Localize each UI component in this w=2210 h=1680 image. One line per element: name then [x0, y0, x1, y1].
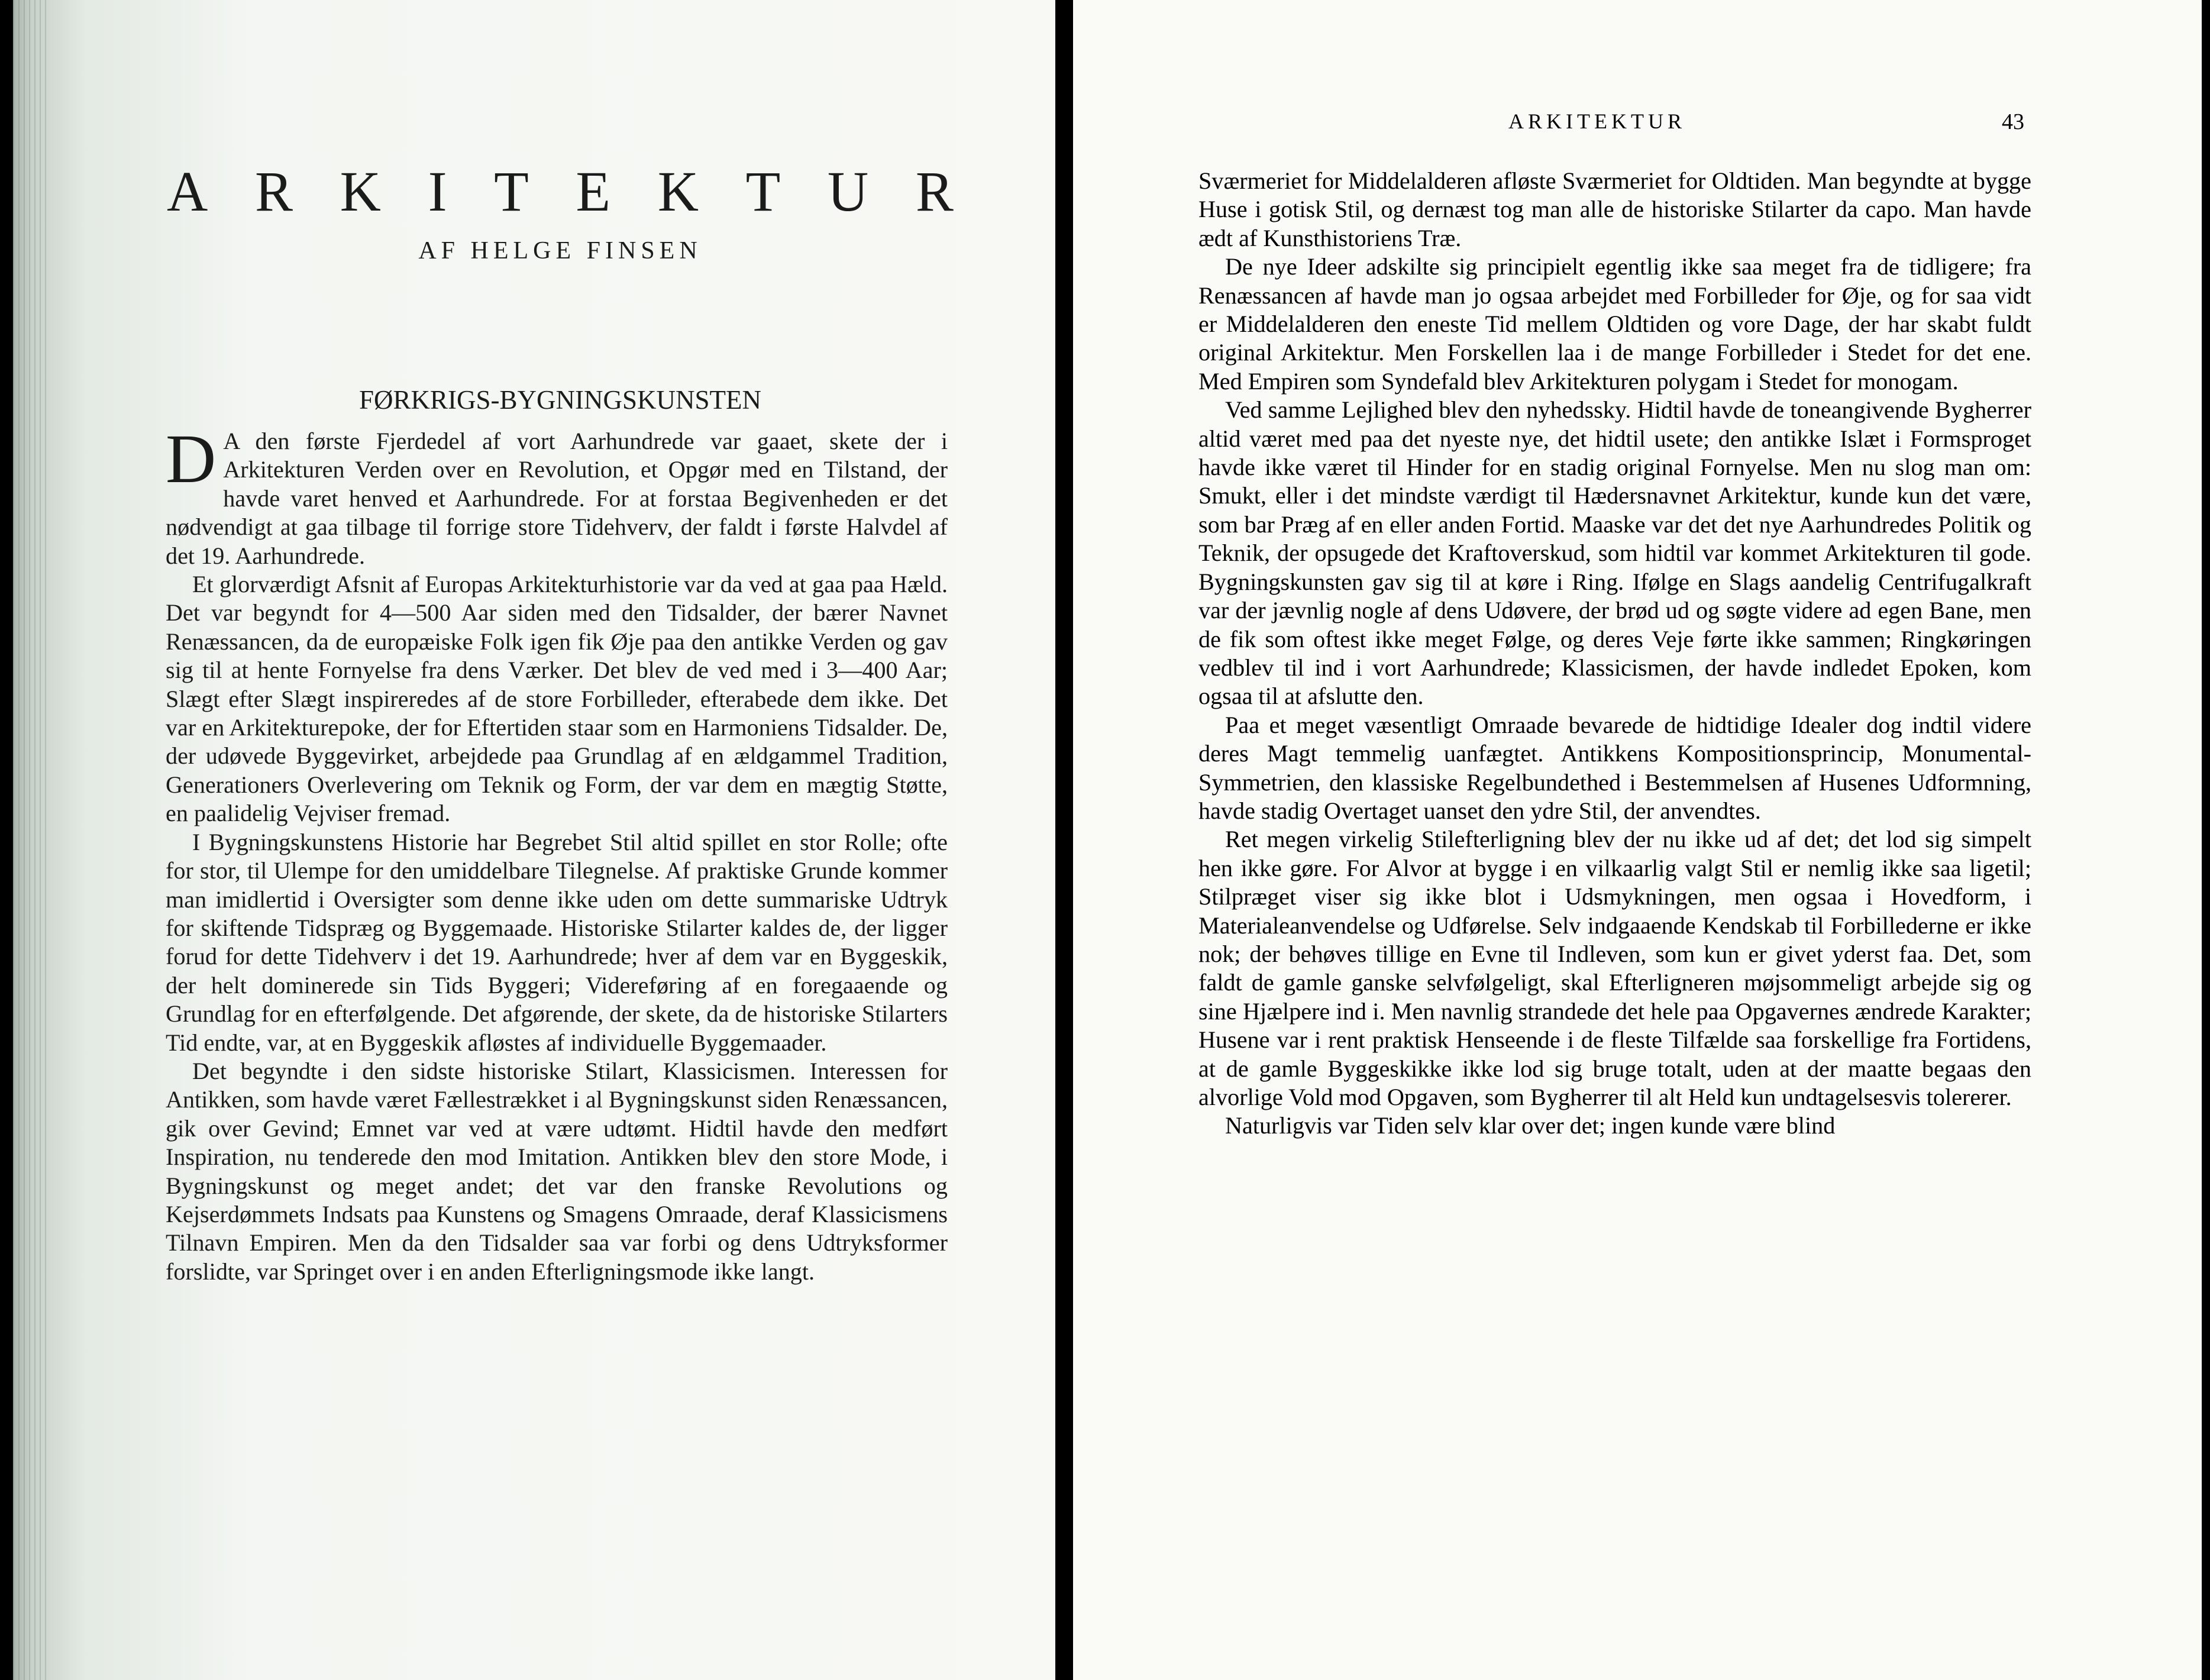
paragraph	[166, 420, 948, 570]
running-head: ARKITEKTUR	[1508, 109, 1686, 133]
paragraph-text: A den første Fjerdedel af vort Aarhundrede var gaaet, skete der i Arkitekturen Verden over en Revolution, et Opgør med en Tilstand, der havde varet henved et Aarhundrede. For at forstaa Begivenheden er det nødvendigt at gaa tilbage til forrige store Tidehverv, der faldt i første Halvdel af det 19. Aarhundrede.	[166, 428, 948, 569]
left-page	[13, 0, 1055, 1680]
title-letter: K	[657, 160, 699, 223]
paragraph: Et glorværdigt Afsnit af Europas Arkitekturhistorie var da ved at gaa paa Hæld. Det var begyndt for 4—500 Aar siden med den Tidsalder, der bærer Navnet Renæssancen, da de europæiske Folk igen fik Øje paa den antikke Verden og gav sig til at hente Fornyelse fra dens Værker. Det blev de ved med i 3—400 Aar; Slægt efter Slægt inspireredes af de store Forbilleder, efterabede dem ikke. Det var en Arkitekturepoke, der for Eftertiden staar som en Harmoniens Tidsalder. De, der udøvede Byggevirket, arbejdede paa Grundlag af en ældgammel Tradition, Generationers Overlevering om Teknik og Form, der var dem en mægtig Støtte, en paalidelig Vejviser fremad.	[166, 571, 948, 827]
title-letter: T	[494, 160, 529, 223]
title-letter: R	[254, 160, 293, 223]
title-letter: T	[745, 160, 781, 223]
page-edge-lines	[13, 0, 49, 1680]
paragraph: I Bygningskunstens Historie har Begrebet Stil altid spillet en stor Rolle; ofte for stor, til Ulempe for den umiddelbare Tilegnelse. Af praktiske Grunde kommer man imidlertid i Oversigter som denne ikke uden om dette summariske Udtryk for skiftende Tidspræg og Byggemaade. Historiske Stilarter kaldes de, der ligger forud for dette Tidehverv i det 19. Aarhundrede; hver af dem var en Byggeskik, der helt dominerede sin Tids Byggeri; Videreføring af en foregaaende og Grundlag for en efterfølgende. Det afgørende, der skete, da de historiske Stilarters Tid endte, var, at en Byggeskik afløstes af individuelle Byggemaader.	[166, 828, 948, 1056]
title-letter: A	[167, 160, 208, 223]
chapter-title	[167, 159, 954, 224]
page-number: 43	[2002, 109, 2024, 134]
title-letter: I	[428, 160, 447, 223]
paragraph: Ret megen virkelig Stilefterligning blev der nu ikke ud af det; det lod sig simpelt hen ikke gøre. For Alvor at bygge i en vilkaarlig valgt Stil er nemlig ikke saa ligetil; Stilpræget viser sig ikke blot i Udsmykningen, men ogsaa i Hovedform, i Materialeanvendelse og Udførelse. Selv indgaaende Kendskab til Forbillederne er ikke nok; der behøves tillige en Evne til Indleven, som kun er givet yderst faa. Det, som faldt de gamle ganske selvfølgeligt, skal Efterligneren møjsommeligt arbejde sig og sine Hjælpere ind i. Men navnlig strandede det hele paa Opgavernes ændrede Karakter; Husene var i rent praktisk Henseende i de fleste Tilfælde saa forskellige fra Fortidens, at de gamle Byggeskikke ikke lod sig bruge totalt, uden at der maatte begaas den alvorlige Vold mod Opgaven, som Bygherrer til alt Held kun undtagelsesvis tolererer.	[1198, 826, 2031, 1110]
paragraph: Ved samme Lejlighed blev den nyhedssky. Hidtil havde de toneangivende Bygherrer altid været med paa det nyeste nye, det hidtil usete; den antikke Islæt i Formsproget havde ikke været til Hinder for en stadig original Fornyelse. Men nu slog man om: Smukt, eller i det mindste værdigt til Hædersnavnet Arkitektur, kunde kun det være, som bar Præg af en eller anden Fortid. Maaske var det det nye Aarhundredes Politik og Teknik, der opsugede det Kraftoverskud, som hidtil var kommet Arkitekturen til gode. Bygningskunsten gav sig til at køre i Ring. Ifølge en Slags aandelig Centrifugalkraft var der jævnlig nogle af dens Udøvere, der brød ud og søgte videre ad egen Bane, men de fik som oftest ikke meget Følge, og deres Veje førte ikke sammen; Ringkøringen vedblev til ind i vort Aarhundrede; Klassicismen, der havde indledet Epoken, kom ogsaa til at afslutte den.	[1198, 396, 2031, 710]
author-line: AF HELGE FINSEN	[418, 237, 702, 264]
drop-cap: D	[166, 420, 217, 497]
title-letter: U	[827, 160, 869, 223]
title-letter: K	[340, 160, 381, 223]
section-heading: FØRKRIGS-BYGNINGSKUNSTEN	[358, 385, 762, 415]
paragraph: Sværmeriet for Middelalderen afløste Sværmeriet for Oldtiden. Man begyndte at bygge Huse i gotisk Stil, og dernæst tog man alle de historiske Stilarter da capo. Man havde ædt af Kunsthistoriens Træ.	[1198, 167, 2031, 251]
paragraph: De nye Ideer adskilte sig principielt egentlig ikke saa meget fra de tidligere; fra Renæssancen af havde man jo ogsaa arbejdet med Forbilleder for Øje, og for saa vidt er Middelalderen den eneste Tid mellem Oldtiden og vore Dage, der har skabt fuldt original Arkitektur. Men Forskellen laa i de mange Forbilleder i Stedet for det ene. Med Empiren som Syndefald blev Arkitekturen polygam i Stedet for monogam.	[1198, 253, 2031, 395]
right-text-column	[1198, 167, 2031, 1141]
paragraph: Naturligvis var Tiden selv klar over det; ingen kunde være blind	[1225, 1112, 1836, 1139]
title-letter: E	[576, 160, 611, 223]
title-letter: R	[915, 160, 954, 223]
paragraph: Paa et meget væsentligt Omraade bevarede de hidtidige Idealer dog indtil videre deres Magt temmelig uanfægtet. Antikkens Kompositionsprincip, Monumental-Symmetrien, den klassiske Regelbundethed i Bestemmelsen af Husenes Udformning, havde stadig Overtaget uanset den ydre Stil, der anvendtes.	[1198, 711, 2031, 824]
left-text-column	[166, 420, 948, 1286]
paragraph: Det begyndte i den sidste historiske Stilart, Klassicismen. Interessen for Antikken, som havde været Fællestrækket i al Bygningskunst siden Renæssancen, gik over Gevind; Emnet var ved at være udtømt. Hidtil havde den medført Inspiration, nu tenderede den mod Imitation. Antikken blev den store Mode, i Bygningskunst og meget andet; det var den franske Revolutions og Kejserdømmets Indsats paa Kunstens og Smagens Omraade, deraf Klassicismens Tilnavn Empiren. Men da den Tidsalder saa var forbi og dens Udtryksformer forslidte, var Springet over i en anden Efterligningsmode ikke langt.	[166, 1057, 948, 1285]
